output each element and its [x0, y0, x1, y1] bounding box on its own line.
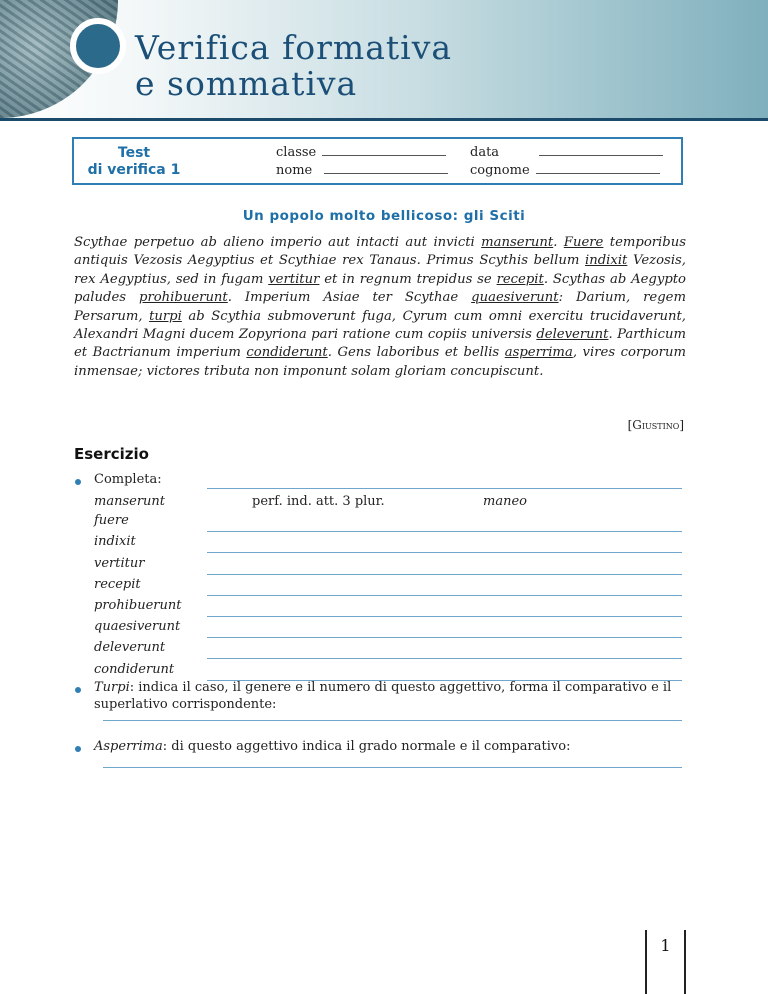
exercise-word: prohibuerunt [94, 598, 182, 613]
cognome-field[interactable] [470, 163, 660, 178]
passage-segment: ab Scythia submoverunt fuga, Cyrum cum omni exercitu trucidaverunt, Alexandri Magni ducem Zopyriona pari ratione cum copiis universis [74, 308, 686, 343]
answer-line-turpi[interactable] [103, 720, 682, 721]
example-answer-line [207, 488, 682, 489]
underlined-verb: recepit [496, 271, 544, 287]
exercise-heading: Esercizio [74, 445, 149, 463]
passage-segment: Vezosis, rex Aegyptius, sed in fugam [74, 253, 686, 287]
question-asperrima-term: Asperrima [94, 739, 163, 754]
underlined-verb: prohibuerunt [139, 290, 228, 306]
exercise-word: recepit [94, 576, 141, 592]
underlined-verb: deleverunt [536, 327, 609, 343]
passage-segment: temporibus antiquis Vezosis Aegyptius et Scythiae rex Tanaus. Primus Scythis bellum [74, 235, 686, 269]
exercise-word: condiderunt [94, 661, 175, 677]
nome-label: nome [276, 163, 313, 178]
question-turpi [94, 679, 686, 713]
question-asperrima-text: : di questo aggettivo indica il grado normale e il comparativo: [162, 739, 571, 754]
underlined-verb: Fuere [563, 235, 604, 250]
test-label-line-1: Test [117, 145, 151, 161]
passage-segment: . Parthicum et Bactrianum imperium [74, 327, 686, 361]
exercise-instruction: Completa: [94, 472, 162, 487]
page-title [135, 30, 452, 102]
example-analysis: perf. ind. att. 3 plur. [252, 494, 385, 509]
exercise-word: fuere [94, 513, 129, 529]
bullet-icon [75, 746, 81, 752]
passage-segment: Scythae perpetuo ab alieno imperio aut intacti aut invicti [74, 235, 482, 250]
passage-segment: : Darium, regem Persarum, [74, 290, 686, 324]
answer-line[interactable] [207, 574, 682, 575]
test-label [84, 145, 184, 179]
title-line-1: Verifica formativa [135, 28, 453, 67]
bullet-icon [75, 479, 81, 485]
answer-line[interactable] [207, 552, 682, 553]
nome-blank[interactable] [324, 172, 448, 174]
example-word: manserunt [94, 494, 165, 509]
question-asperrima [94, 738, 686, 755]
passage-segment: et in regnum trepidus se [319, 271, 497, 287]
title-line-2: e sommativa [135, 64, 358, 103]
underlined-verb: manserunt [481, 235, 554, 250]
passage-segment: . Imperium Asiae ter Scythae [227, 290, 472, 306]
example-lemma: maneo [483, 494, 527, 509]
exercise-word: quaesiverunt [94, 619, 181, 635]
passage-segment: , vires corporum inmensae; victores tributa non imponunt solam gloriam concupiscunt. [74, 345, 686, 379]
answer-line[interactable] [207, 595, 682, 596]
nome-field[interactable] [276, 163, 448, 178]
answer-line[interactable] [207, 637, 682, 638]
question-turpi-term: Turpi [94, 680, 130, 695]
classe-field[interactable] [276, 145, 446, 160]
passage-segment: . [553, 235, 564, 250]
underlined-verb: asperrima [504, 345, 573, 361]
classe-blank[interactable] [322, 154, 446, 156]
source-citation: [Giustino] [627, 418, 684, 432]
test-label-line-2: di verifica 1 [87, 162, 181, 178]
underlined-verb: vertitur [268, 271, 320, 287]
answer-line[interactable] [207, 616, 682, 617]
answer-line[interactable] [207, 531, 682, 532]
data-label: data [470, 145, 500, 160]
exercise-word: vertitur [94, 555, 145, 571]
underlined-verb: quaesiverunt [471, 290, 559, 306]
header-ring-icon [70, 18, 126, 74]
passage-segment: . Scythas ab Aegypto paludes [74, 271, 686, 306]
exercise-word: indixit [94, 534, 136, 550]
answer-line-asperrima[interactable] [103, 767, 682, 768]
story-title: Un popolo molto bellicoso: gli Sciti [242, 208, 526, 224]
exercise-word: deleverunt [94, 640, 166, 656]
cognome-label: cognome [470, 163, 530, 178]
underlined-verb: condiderunt [246, 345, 328, 361]
test-info-box [72, 137, 683, 185]
page-number: 1 [660, 936, 671, 955]
passage-segment: . Gens laboribus et bellis [327, 345, 505, 361]
underlined-verb: turpi [149, 308, 182, 324]
answer-line[interactable] [207, 658, 682, 659]
underlined-verb: indixit [585, 253, 628, 269]
data-blank[interactable] [539, 154, 663, 156]
page-number-box [645, 930, 686, 994]
classe-label: classe [276, 145, 317, 160]
data-field[interactable] [470, 145, 663, 160]
latin-passage [74, 234, 686, 381]
bullet-icon [75, 687, 81, 693]
cognome-blank[interactable] [536, 172, 660, 174]
question-turpi-text: : indica il caso, il genere e il numero di questo aggettivo, forma il comparativo e il superlativo corrispondente: [94, 680, 672, 712]
